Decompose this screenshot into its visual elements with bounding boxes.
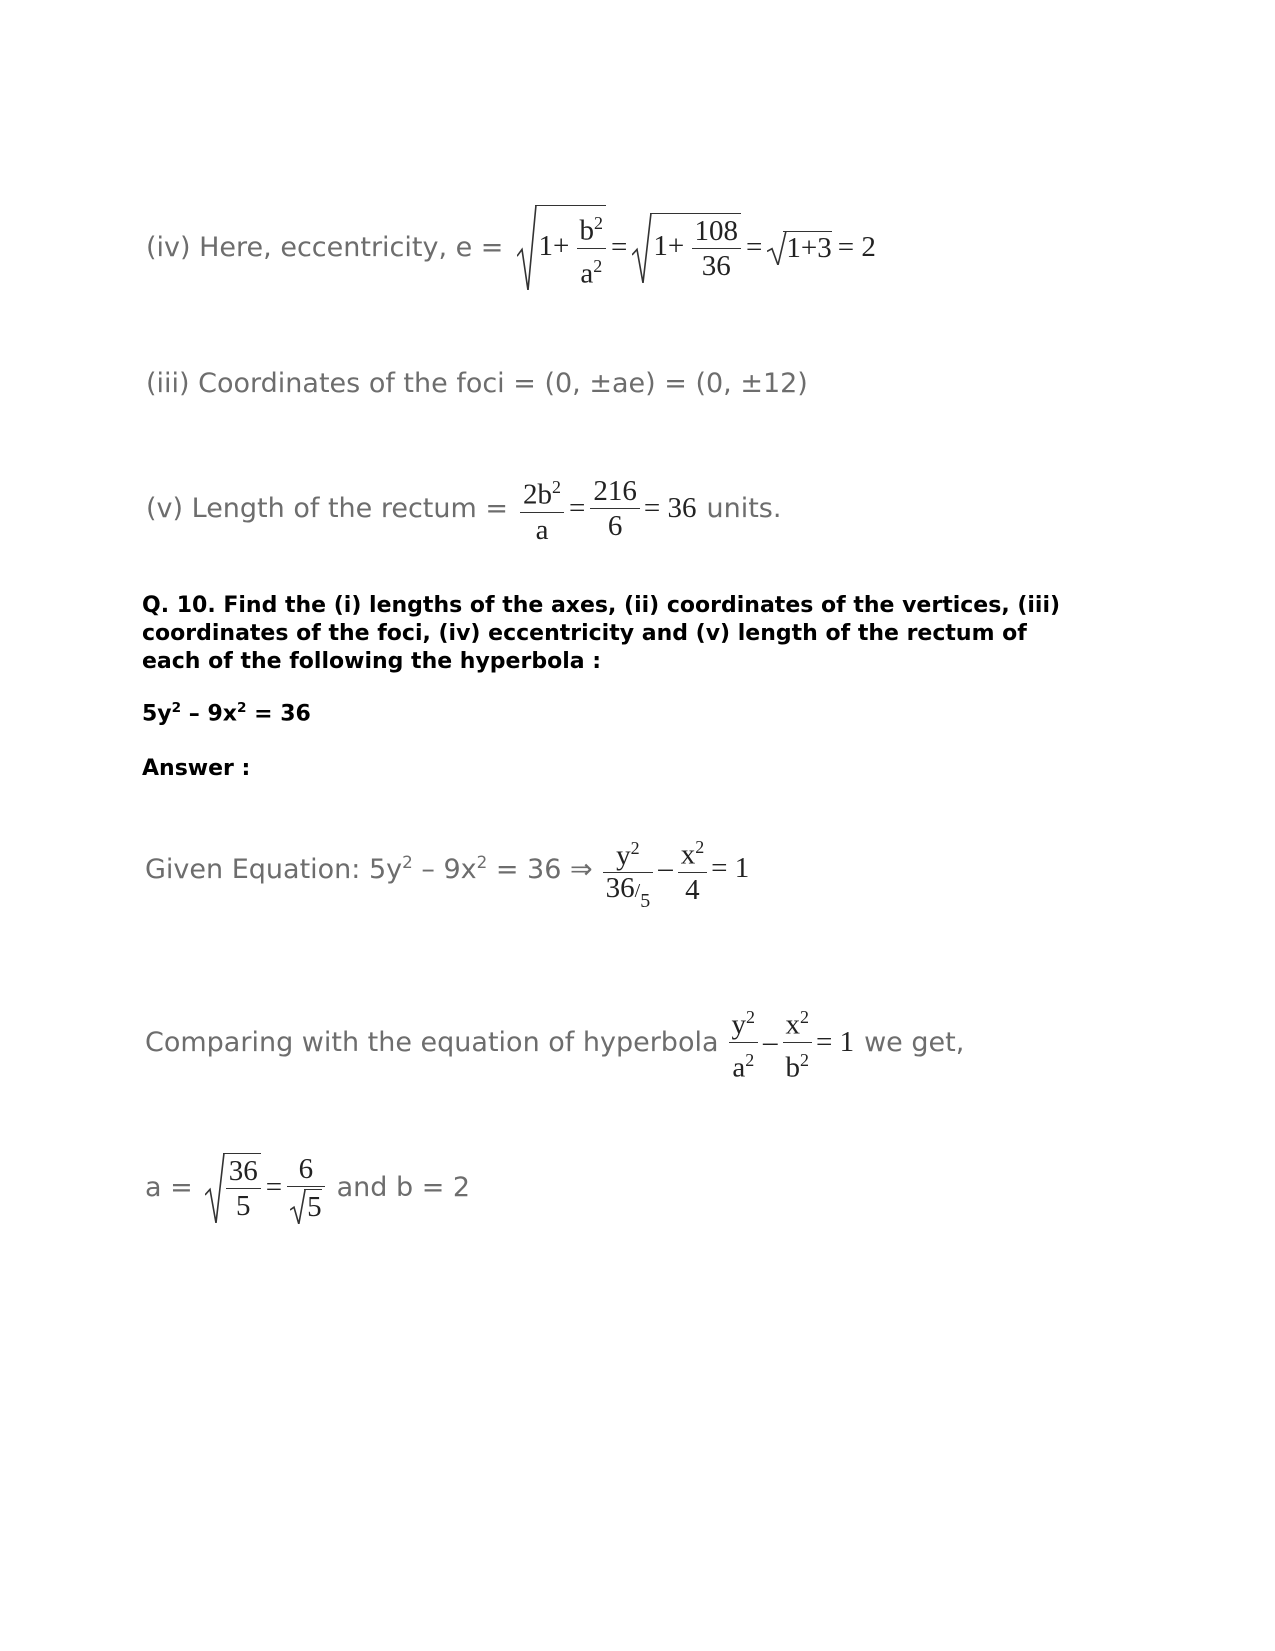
eccentricity-formula (517, 205, 875, 290)
radical-sign-icon (290, 1189, 306, 1224)
one-plus-2: 1+ (653, 229, 685, 262)
superscript: 2 (800, 1049, 809, 1070)
equation-part: 5y (142, 701, 172, 727)
numerator-x: x (680, 838, 696, 871)
numerator-2b: 2b (523, 478, 553, 511)
denominator-5: 5 (640, 890, 651, 913)
answer-label: Answer : (142, 756, 251, 781)
fraction-b2-a2 (577, 206, 606, 290)
superscript: 2 (171, 700, 182, 716)
denominator-5: 5 (236, 1189, 251, 1222)
equals-sign: = (265, 1171, 283, 1204)
denominator-4: 4 (685, 873, 700, 906)
superscript: 2 (746, 1007, 755, 1027)
denominator-a: a (580, 257, 594, 290)
numerator-y: y (731, 1008, 747, 1041)
result-36: = 36 (643, 491, 697, 524)
denominator-36: 36 (605, 872, 635, 905)
given-label (145, 852, 593, 885)
fraction-108-36 (692, 214, 742, 283)
numerator-x: x (785, 1008, 800, 1041)
radical-sign-icon (205, 1153, 225, 1223)
units-label: units. (706, 492, 782, 524)
radical-sign-icon (517, 205, 537, 290)
radical-sign-icon (632, 213, 652, 283)
sqrt-expression-2 (632, 213, 741, 283)
sqrt-expression-1 (517, 205, 606, 290)
denominator-b: b (785, 1051, 800, 1084)
b-value-text: and b = 2 (336, 1172, 471, 1204)
numerator-108: 108 (692, 214, 742, 249)
given-part: Given Equation: 5y (145, 853, 403, 885)
given-part: = 36 ⇒ (487, 853, 593, 885)
comparing-label: Comparing with the equation of hyperbola (145, 1026, 719, 1058)
numerator-216: 216 (590, 474, 640, 509)
fraction-2b2-a (520, 470, 564, 547)
equals-one: = 1 (711, 851, 750, 884)
denominator-a: a (535, 513, 549, 546)
equals-one: = 1 (815, 1025, 855, 1058)
sqrt-36-over-5 (205, 1153, 261, 1223)
comparing-line (145, 1000, 964, 1084)
fraction-y2-a2 (729, 1000, 758, 1084)
given-formula (603, 830, 750, 913)
numerator-y: y (616, 839, 631, 872)
equals-sign: = (746, 231, 763, 264)
superscript: 2 (630, 837, 640, 858)
numerator-b: b (579, 214, 595, 247)
superscript: 2 (745, 1049, 755, 1070)
foci-line: (iii) Coordinates of the foci = (0, ±ae) = (0, ±12) (146, 368, 808, 399)
minus-sign: – (763, 1025, 778, 1058)
fraction-6-sqrt5 (287, 1152, 325, 1224)
rectum-line (146, 470, 781, 547)
radical-sign-icon (767, 231, 787, 265)
sqrt-expression-3 (767, 231, 831, 265)
given-part: – 9x (412, 853, 477, 885)
a-equals-label: a = (145, 1172, 193, 1204)
superscript: 2 (594, 213, 604, 233)
a-value-formula (205, 1152, 325, 1224)
fraction-216-6 (590, 474, 640, 543)
numerator-6: 6 (287, 1152, 325, 1187)
superscript: 2 (695, 837, 705, 857)
superscript: 2 (236, 700, 247, 716)
superscript: 2 (593, 255, 603, 276)
a-value-line (145, 1152, 470, 1224)
equals-sign: = (569, 491, 586, 524)
minus-sign: – (658, 851, 673, 884)
rectum-formula (520, 470, 696, 547)
result-2: = 2 (837, 231, 876, 264)
fraction-y2-36-5: $\frac{y^2}{36/_5}$ (603, 831, 654, 907)
eccentricity-label: (iv) Here, eccentricity, e = (146, 232, 504, 264)
eccentricity-line (146, 205, 876, 290)
denominator-36: 36 (701, 249, 731, 282)
denominator-6: 6 (607, 509, 623, 542)
superscript: 2 (476, 851, 488, 872)
superscript: 2 (402, 851, 413, 872)
superscript: 2 (800, 1007, 809, 1027)
one-plus-1: 1+ (538, 229, 570, 262)
numerator-36: 36 (226, 1154, 261, 1189)
fraction-x2-b2 (783, 1000, 812, 1084)
sqrt-1-plus-3: 1+3 (783, 231, 831, 265)
equation-part: – 9x (181, 701, 237, 727)
sqrt-5 (290, 1189, 322, 1224)
sqrt-5-value: 5 (304, 1189, 322, 1224)
hyperbola-standard-form (729, 1000, 855, 1084)
we-get-text: we get, (864, 1026, 965, 1058)
question-text: Q. 10. Find the (i) lengths of the axes, (ii) coordinates of the vertices, (iii) coordinates of the foci, (iv) eccentricity and (v) length of the rectum of each of the following the hyperbola : (142, 593, 1061, 674)
given-equation-line (145, 830, 750, 913)
equation-part: = 36 (246, 701, 311, 727)
rectum-label: (v) Length of the rectum = (146, 492, 509, 524)
fraction-36-5 (226, 1154, 261, 1223)
equals-sign: = (611, 231, 628, 264)
superscript: 2 (552, 477, 561, 497)
fraction-x2-4 (678, 830, 707, 907)
denominator-a: a (732, 1051, 746, 1084)
question-equation (142, 700, 311, 726)
